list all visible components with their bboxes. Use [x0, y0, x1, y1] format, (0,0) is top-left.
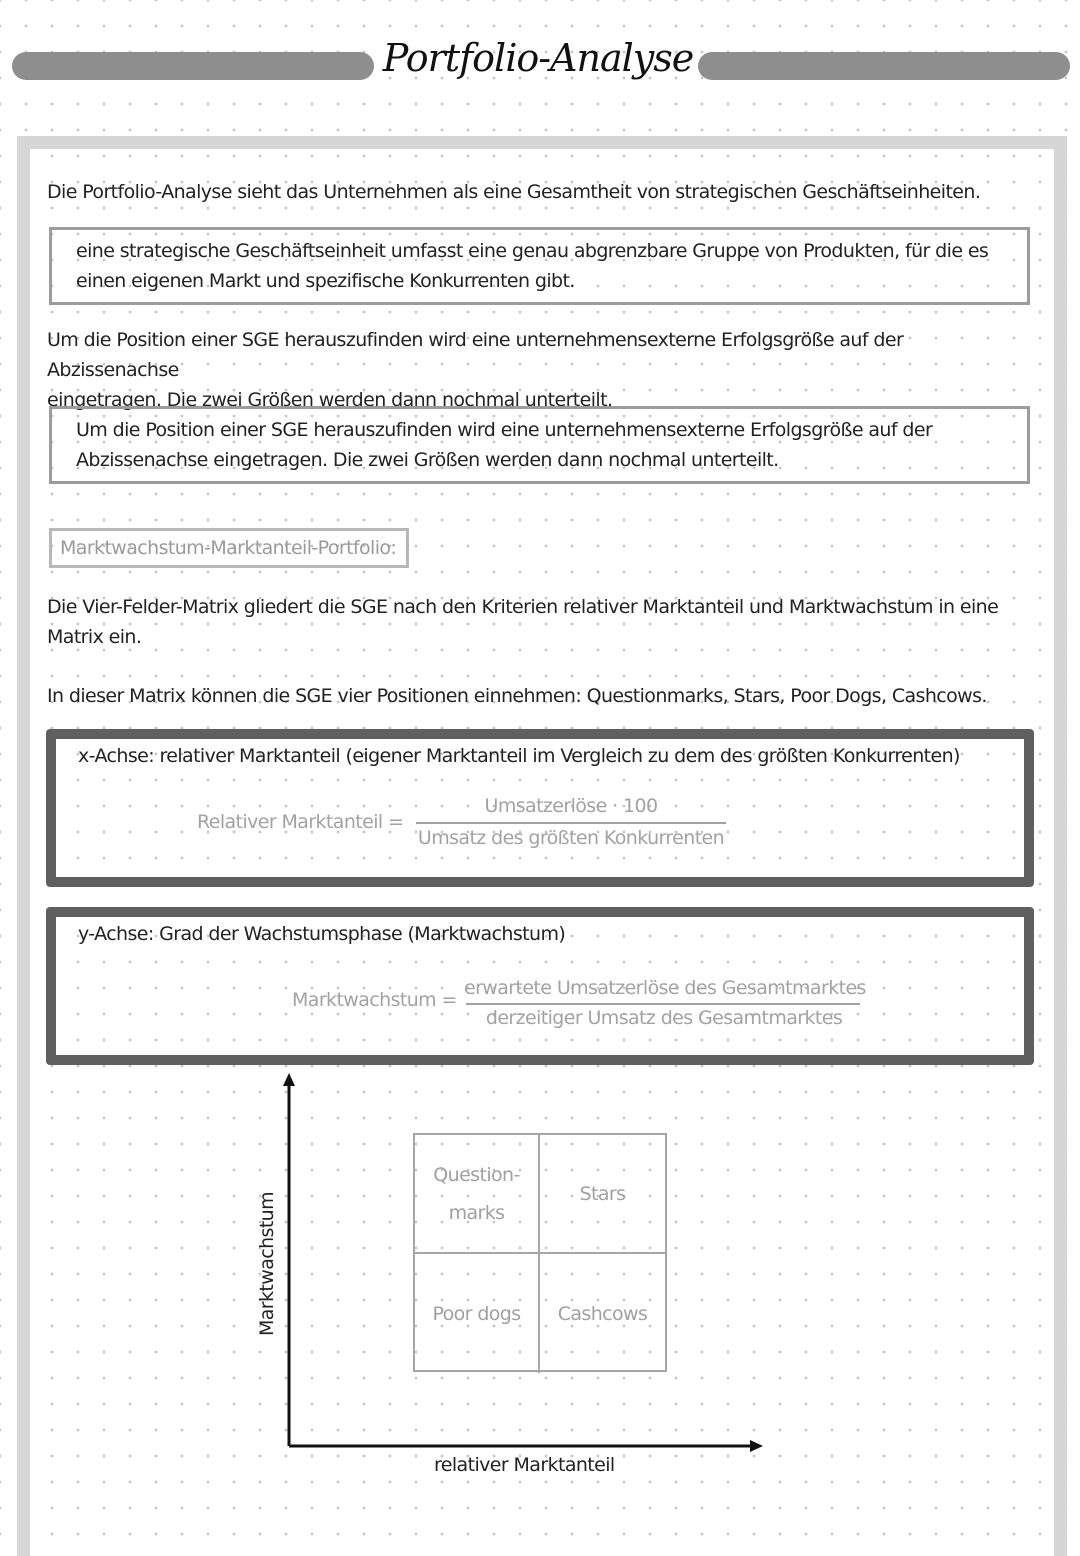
paragraph-3-line-1: Die Vier-Felder-Matrix gliedert die SGE nach den Kriterien relativer Marktanteil und Marktwachstum in eine: [47, 596, 999, 618]
section-heading: Marktwachstum-Marktanteil-Portfolio:: [49, 528, 409, 568]
intro-text: Die Portfolio-Analyse sieht das Unternehmen als eine Gesamtheit von strategischen Geschäftseinheiten.: [47, 181, 981, 203]
cell-cashcows: [540, 1254, 665, 1373]
y-axis-title: y-Achse: Grad der Wachstumsphase (Marktwachstum): [78, 923, 566, 945]
y-formula-numerator: erwartete Umsatzerlöse des Gesamtmarktes: [464, 977, 866, 999]
page-title: Portfolio-Analyse: [382, 36, 694, 80]
cell-questionmarks: [415, 1135, 540, 1254]
paragraph-2-line-2: eingetragen. Die zwei Größen werden dann nochmal unterteilt.: [47, 389, 613, 411]
x-formula-numerator: Umsatzerlöse · 100: [484, 795, 658, 817]
questionmarks-line-2: marks: [448, 1201, 505, 1224]
definition-1-line-2: einen eigenen Markt und spezifische Konkurrenten gibt.: [76, 270, 575, 292]
stars-label: Stars: [579, 1182, 626, 1205]
x-axis-arrowhead: [750, 1440, 763, 1452]
x-formula-label: Relativer Marktanteil =: [197, 811, 404, 833]
definition-2-line-2: Abzissenachse eingetragen. Die zwei Größen werden dann nochmal unterteilt.: [76, 449, 779, 471]
four-field-matrix: [413, 1133, 667, 1372]
matrix-y-axis-label: Marktwachstum: [256, 1191, 278, 1337]
y-formula-label: Marktwachstum =: [292, 989, 457, 1011]
cashcows-label: Cashcows: [557, 1302, 648, 1325]
x-formula-denominator: Umsatz des größten Konkurrenten: [417, 827, 725, 849]
questionmarks-line-1: Question-: [433, 1163, 520, 1186]
paragraph-4: In dieser Matrix können die SGE vier Positionen einnehmen: Questionmarks, Stars, Poor Dogs, Cashcows.: [47, 685, 987, 707]
paragraph-3-line-2: Matrix ein.: [47, 626, 142, 648]
poor-dogs-label: Poor dogs: [432, 1302, 521, 1325]
matrix-x-axis-label: relativer Marktanteil: [434, 1454, 615, 1476]
cell-stars: [540, 1135, 665, 1254]
definition-1-line-1: eine strategische Geschäftseinheit umfasst eine genau abgrenzbare Gruppe von Produkten, für die es: [76, 240, 989, 262]
paragraph-2-line-1: Um die Position einer SGE herauszufinden wird eine unternehmensexterne Erfolgsgröße auf der Abzissenachse: [47, 329, 904, 381]
y-formula-denominator: derzeitiger Umsatz des Gesamtmarktes: [485, 1007, 843, 1029]
definition-2-line-1: Um die Position einer SGE herauszufinden wird eine unternehmensexterne Erfolgsgröße auf der: [76, 419, 933, 441]
cell-poor-dogs: [415, 1254, 540, 1373]
x-axis-title: x-Achse: relativer Marktanteil (eigener Marktanteil im Vergleich zu dem des größten Konkurrenten): [78, 745, 960, 767]
y-axis-arrowhead: [283, 1073, 295, 1086]
